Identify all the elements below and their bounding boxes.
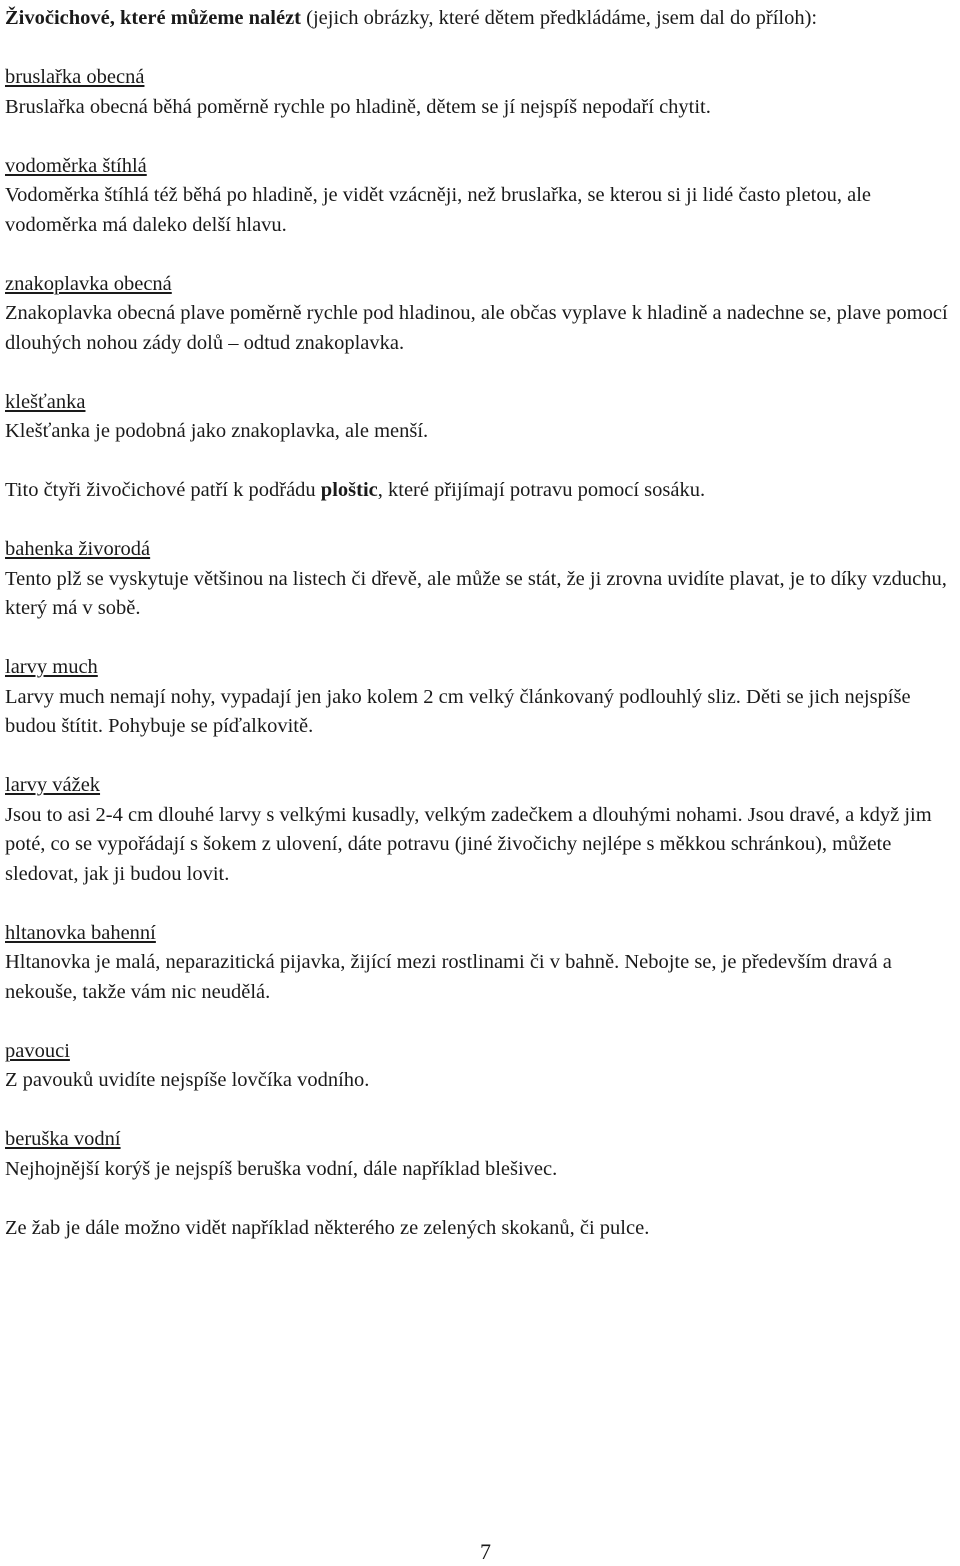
closing-paragraph bbox=[5, 1214, 950, 1244]
page-number: 7 bbox=[480, 1539, 491, 1564]
entry-bruslarka bbox=[5, 63, 950, 122]
entry-text: Bruslařka obecná běhá poměrně rychle po hladině, dětem se jí nejspíš nepodaří chytit. bbox=[5, 95, 711, 118]
entry-text: Vodoměrka štíhlá též běhá po hladině, je vidět vzácněji, než bruslařka, se kterou si ji lidé často pletou, ale vodoměrka má daleko delší hlavu. bbox=[5, 184, 872, 236]
intro-bold: Živočichové, které můžeme nalézt bbox=[5, 7, 302, 29]
entry-text: Hltanovka je malá, neparazitická pijavka, žijící mezi rostlinami či v bahně. Nebojte se, je především dravá a nekouše, takže vám nic neudělá. bbox=[5, 951, 892, 1003]
summary-before: Tito čtyři živočichové patří k podřádu bbox=[5, 479, 321, 501]
entry-heading: larvy much bbox=[5, 656, 98, 678]
summary-after: , které přijímají potravu pomocí sosáku. bbox=[377, 479, 706, 501]
entry-text: Tento plž se vyskytuje většinou na listech či dřevě, ale může se stát, že ji zrovna uvidíte plavat, je to díky vzduchu, který má v sobě. bbox=[5, 567, 947, 619]
entry-pavouci bbox=[5, 1037, 950, 1096]
entry-text: Klešťanka je podobná jako znakoplavka, ale menší. bbox=[5, 420, 429, 442]
entry-heading: bahenka živorodá bbox=[5, 538, 151, 560]
entry-znakoplavka bbox=[5, 270, 950, 359]
entry-heading: hltanovka bahenní bbox=[5, 921, 156, 944]
summary-paragraph bbox=[5, 476, 950, 506]
entry-bahenka bbox=[5, 535, 950, 624]
entry-text: Nejhojnější korýš je nejspíš beruška vodní, dále například blešivec. bbox=[5, 1157, 558, 1180]
entry-klestanka bbox=[5, 388, 950, 447]
entry-beruska bbox=[5, 1125, 950, 1184]
entry-heading: pavouci bbox=[5, 1039, 70, 1062]
summary-bold: ploštic bbox=[320, 479, 378, 501]
intro-paragraph bbox=[5, 4, 950, 34]
document-page bbox=[5, 4, 950, 1243]
entry-text: Znakoplavka obecná plave poměrně rychle pod hladinou, ale občas vyplave k hladině a nadechne se, plave pomocí dlouhých nohou zády dolů – odtud znakoplavka. bbox=[5, 302, 948, 354]
entry-hltanovka bbox=[5, 919, 950, 1008]
entry-text: Jsou to asi 2-4 cm dlouhé larvy s velkými kusadly, velkým zadečkem a dlouhými nohami. Jsou dravé, a když jim poté, co se vypořádají s šokem z ulovení, dáte potravu (jiné živočichy nejlépe s měkkou schránkou), můžete sledovat, jak ji budou lovit. bbox=[5, 803, 932, 885]
entry-larvy-vazek bbox=[5, 771, 950, 889]
entry-heading: znakoplavka obecná bbox=[5, 272, 172, 295]
entry-larvy-much bbox=[5, 653, 950, 742]
entry-text: Z pavouků uvidíte nejspíše lovčíka vodního. bbox=[5, 1069, 370, 1091]
entry-heading: beruška vodní bbox=[5, 1128, 121, 1150]
closing-text: Ze žab je dále možno vidět například některého ze zelených skokanů, či pulce. bbox=[5, 1216, 650, 1239]
entry-heading: bruslařka obecná bbox=[5, 66, 145, 88]
entry-vodomerka bbox=[5, 152, 950, 241]
entry-text: Larvy much nemají nohy, vypadají jen jako kolem 2 cm velký článkovaný podlouhlý sliz. Děti se jich nejspíše budou štítit. Pohybuje se píďalkovitě. bbox=[5, 685, 911, 737]
entry-heading: vodoměrka štíhlá bbox=[5, 154, 147, 177]
entry-heading: larvy vážek bbox=[5, 774, 101, 796]
intro-rest: (jejich obrázky, které dětem předkládáme, jsem dal do příloh): bbox=[301, 7, 818, 29]
entry-heading: klešťanka bbox=[5, 390, 86, 413]
